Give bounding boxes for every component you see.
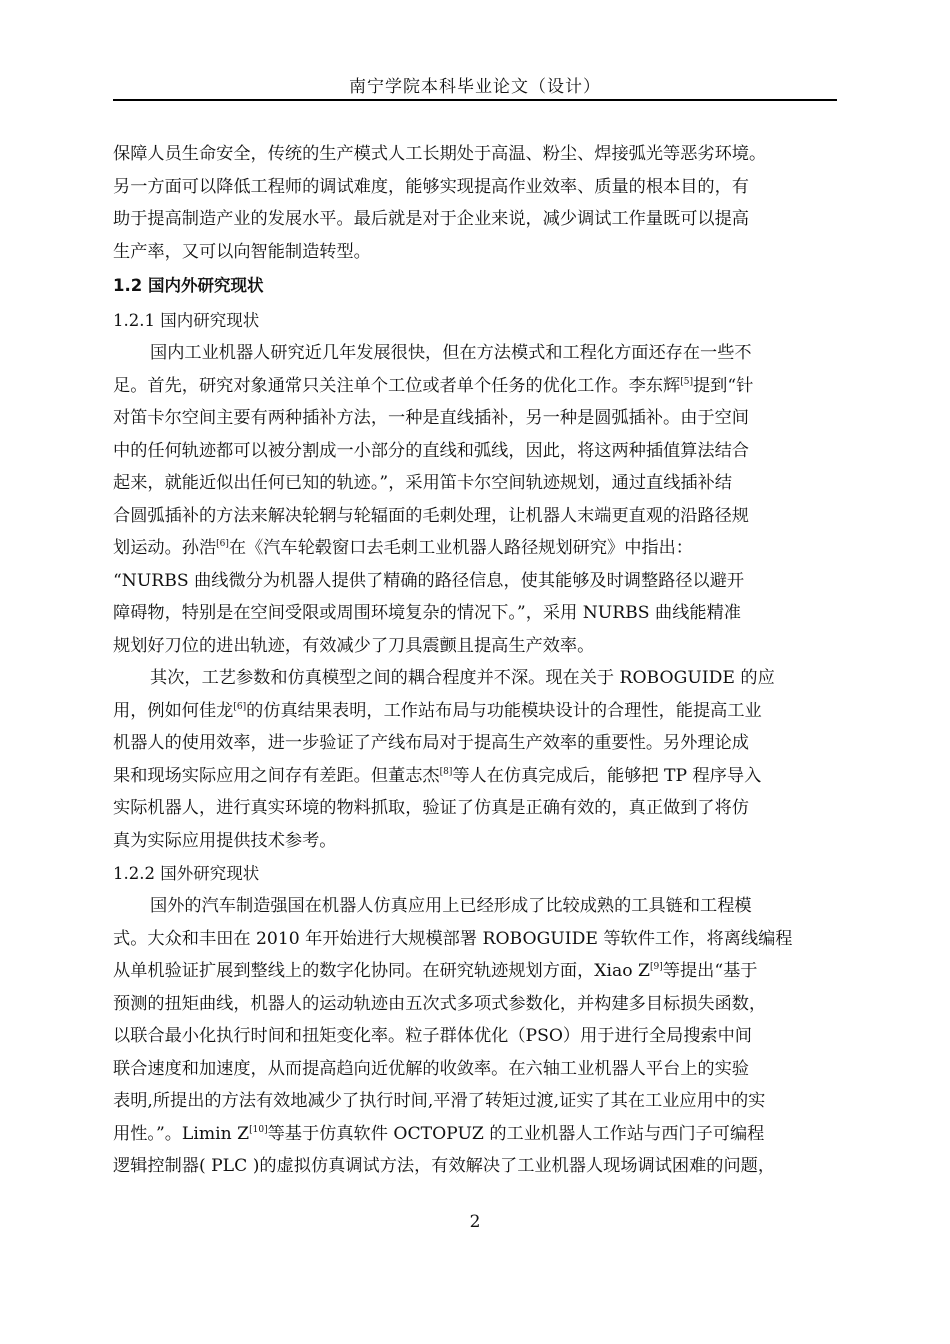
- paragraph-line: 表明,所提出的方法有效地减少了执行时间,平滑了转矩过渡,证实了其在工业应用中的实: [113, 1091, 766, 1111]
- paragraph-line: 保障人员生命安全，传统的生产模式人工长期处于高温、粉尘、焊接弧光等恶劣环境。: [113, 144, 767, 164]
- text-run: 等提出“基于: [662, 961, 758, 981]
- page-header-title: 南宁学院本科毕业论文（设计）: [349, 77, 601, 97]
- paragraph-line: 中的任何轨迹都可以被分割成一小部分的直线和弧线，因此，将这两种插值算法结合: [113, 440, 749, 461]
- paragraph-line: 以联合最小化执行时间和扭矩变化率。粒子群体优化（PSO）用于进行全局搜索中间: [113, 1026, 752, 1046]
- paragraph-line: 联合速度和加速度，从而提高趋向近优解的收敛率。在六轴工业机器人平台上的实验: [113, 1058, 749, 1079]
- paragraph-line: 另一方面可以降低工程师的调试难度，能够实现提高作业效率、质量的根本目的，有: [113, 176, 749, 197]
- body-text: [113, 138, 841, 1183]
- paragraph-line: 国外的汽车制造强国在机器人仿真应用上已经形成了比较成熟的工具链和工程模: [150, 896, 752, 916]
- paragraph-line: [113, 955, 841, 988]
- citation-ref: [9]: [650, 962, 663, 972]
- citation-ref: [8]: [439, 766, 453, 777]
- paragraph-line: 预测的扭矩曲线，机器人的运动轨迹由五次式多项式参数化，并构建多目标损失函数，: [113, 993, 767, 1014]
- paragraph-line: “NURBS 曲线微分为机器人提供了精确的路径信息，使其能够及时调整路径以避开: [113, 570, 745, 591]
- paragraph-line: 障碍物，特别是在空间受限或周围环境复杂的情况下。”，采用 NURBS 曲线能精准: [113, 603, 741, 623]
- paragraph-line: [113, 1118, 841, 1151]
- text-run: 在《汽车轮毂窗口去毛刺工业机器人路径规划研究》中指出：: [228, 538, 693, 558]
- text-run: 的仿真结果表明，工作站布局与功能模块设计的合理性，能提高工业: [246, 700, 762, 721]
- citation-ref: [6]: [233, 701, 247, 712]
- page-number: 2: [469, 1212, 481, 1232]
- paragraph-line: 起来，就能近似出任何已知的轨迹。”，采用笛卡尔空间轨迹规划，通过直线插补结: [113, 473, 732, 493]
- paragraph-line: 合圆弧插补的方法来解决轮辋与轮辐面的毛刺处理，让机器人末端更直观的沿路径规: [113, 505, 749, 526]
- paragraph-line: 助于提高制造产业的发展水平。最后就是对于企业来说，减少调试工作量既可以提高: [113, 209, 749, 229]
- paragraph-line: 机器人的使用效率，进一步验证了产线布局对于提高生产效率的重要性。另外理论成: [113, 733, 749, 753]
- subsection-heading-1-2-1: 1.2.1 国内研究现状: [113, 311, 260, 330]
- paragraph-line: 逻辑控制器( PLC )的虚拟仿真调试方法，有效解决了工业机器人现场调试困难的问题，: [113, 1156, 776, 1176]
- text-run: 用性。”。Limin Z: [113, 1123, 250, 1144]
- paragraph-line: [113, 695, 841, 728]
- text-run: 划运动。孙浩: [113, 538, 217, 558]
- paragraph-line: [113, 532, 841, 565]
- citation-ref: [5]: [680, 376, 693, 387]
- paragraph-line: [113, 760, 841, 793]
- text-run: 从单机验证扩展到整线上的数字化协同。在研究轨迹规划方面，Xiao Z: [113, 961, 650, 981]
- paragraph-line: 规划好刀位的进出轨迹，有效减少了刀具震颤且提高生产效率。: [113, 635, 595, 656]
- text-run: 提到“针: [692, 375, 754, 396]
- paragraph-line: 其次，工艺参数和仿真模型之间的耦合程度并不深。现在关于 ROBOGUIDE 的应: [150, 668, 775, 688]
- paragraph-line: 式。大众和丰田在 2010 年开始进行大规模部署 ROBOGUIDE 等软件工作，将离线编程: [113, 928, 793, 949]
- text-run: 等基于仿真软件 OCTOPUZ 的工业机器人工作站与西门子可编程: [267, 1123, 765, 1144]
- paragraph-line: [113, 370, 841, 403]
- text-run: 果和现场实际应用之间存有差距。但董志杰: [113, 765, 440, 786]
- paragraph-line: 国内工业机器人研究近几年发展很快，但在方法模式和工程化方面还存在一些不: [150, 343, 752, 363]
- paragraph-line: 实际机器人，进行真实环境的物料抓取，验证了仿真是正确有效的，真正做到了将仿: [113, 798, 749, 818]
- paragraph-line: 生产率，又可以向智能制造转型。: [113, 241, 371, 262]
- text-run: 足。首先，研究对象通常只关注单个工位或者单个任务的优化工作。李东辉: [113, 375, 681, 396]
- section-heading-1-2: 1.2 国内外研究现状: [113, 276, 264, 295]
- paragraph-line: 对笛卡尔空间主要有两种插补方法，一种是直线插补，另一种是圆弧插补。由于空间: [113, 408, 749, 428]
- paragraph-line: 真为实际应用提供技术参考。: [113, 830, 337, 851]
- subsection-heading-1-2-2: 1.2.2 国外研究现状: [113, 864, 260, 883]
- text-run: 用，例如何佳龙: [113, 700, 234, 721]
- text-run: 等人在仿真完成后，能够把 TP 程序导入: [452, 765, 762, 786]
- citation-ref: [6]: [216, 539, 229, 549]
- citation-ref: [10]: [249, 1124, 268, 1135]
- header-divider: [113, 99, 837, 101]
